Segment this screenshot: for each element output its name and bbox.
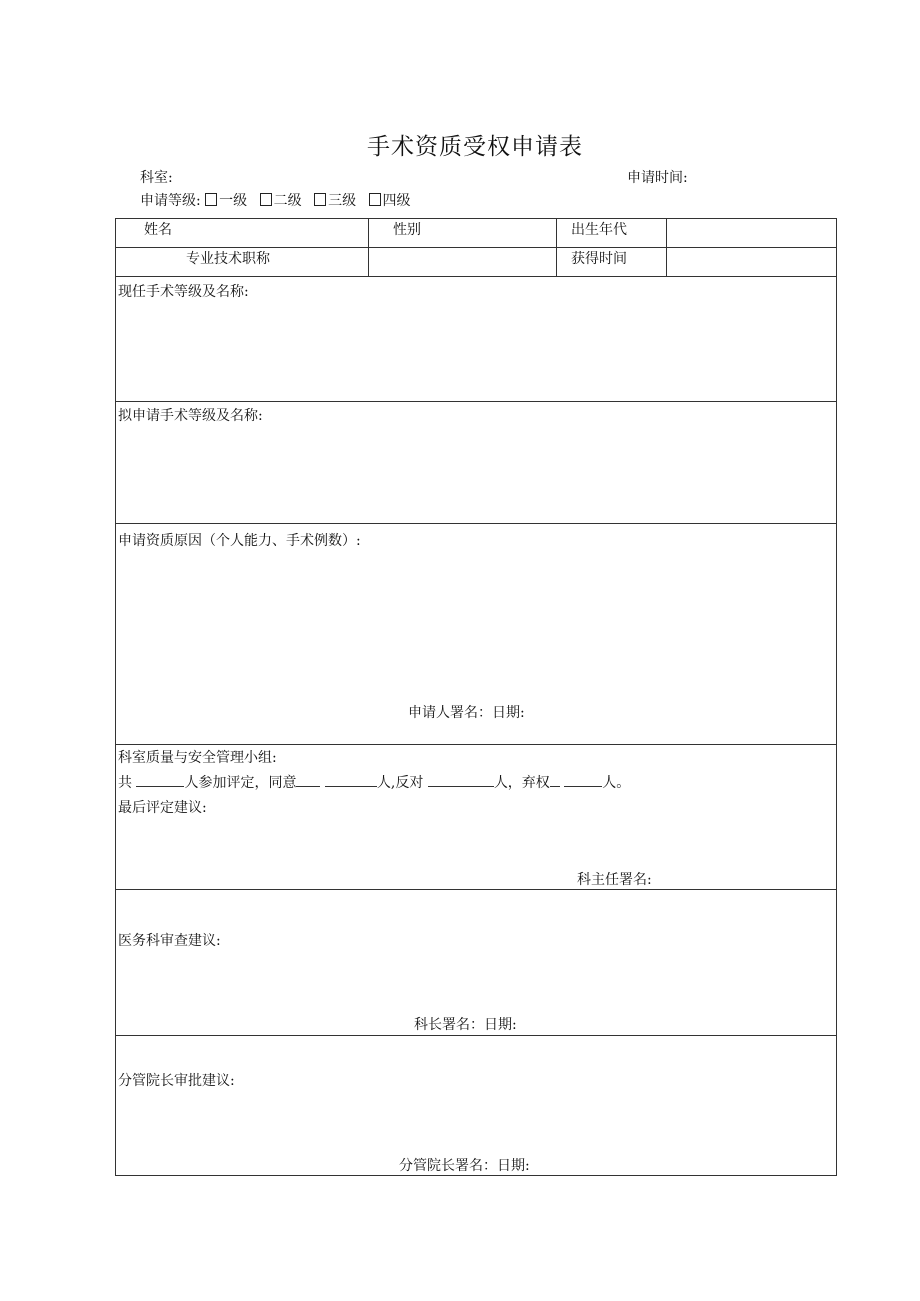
- proposed-level-label: 拟申请手术等级及名称:: [118, 408, 263, 424]
- name-label-cell: [116, 219, 369, 248]
- title-label: 专业技术职称: [186, 251, 270, 267]
- section-chief-sign-label: 科长署名：日期:: [414, 1017, 517, 1033]
- form-title: 手术资质受权申请表: [367, 134, 583, 160]
- obtain-time-label: 获得时间: [571, 251, 627, 267]
- birth-label-cell: [557, 219, 667, 248]
- vice-president-section[interactable]: [116, 1036, 837, 1176]
- proposed-level-section[interactable]: [116, 402, 837, 524]
- name-label: 姓名: [144, 222, 172, 238]
- vote-agree-blank-1[interactable]: [296, 774, 320, 787]
- title-label-cell: [116, 248, 369, 277]
- committee-section[interactable]: [116, 745, 837, 890]
- apply-time-label: 申请时间:: [627, 170, 688, 186]
- vote-agree-blank-2[interactable]: [325, 774, 377, 787]
- name-value-cell[interactable]: [369, 219, 557, 248]
- vice-president-sign-label: 分管院长署名：日期:: [399, 1158, 530, 1174]
- application-form-table: [115, 218, 837, 1176]
- reason-section[interactable]: [116, 524, 837, 745]
- level-option-4[interactable]: 四级: [369, 193, 411, 209]
- medical-dept-label: 医务科审查建议:: [118, 933, 221, 949]
- birth-value-cell[interactable]: [667, 219, 837, 248]
- current-level-label: 现任手术等级及名称:: [118, 284, 249, 300]
- level-option-3[interactable]: 三级: [314, 193, 356, 209]
- level-label: 申请等级:: [140, 193, 201, 209]
- department-label: 科室:: [140, 170, 173, 186]
- vote-abstain-blank-2[interactable]: [564, 774, 602, 787]
- director-sign-label: 科主任署名:: [577, 872, 652, 888]
- vice-president-label: 分管院长审批建议:: [118, 1073, 235, 1089]
- checkbox-icon[interactable]: [314, 193, 326, 206]
- checkbox-icon[interactable]: [260, 193, 272, 206]
- vote-abstain-blank-1[interactable]: [550, 774, 560, 787]
- level-option-2[interactable]: 二级: [260, 193, 302, 209]
- gender-label: 性别: [393, 222, 421, 238]
- obtain-time-label-cell: [557, 248, 667, 277]
- title-value-cell[interactable]: [369, 248, 557, 277]
- medical-dept-section[interactable]: [116, 890, 837, 1036]
- vote-line: 共 人参加评定，同意 人,反对 人，弃权 人。: [118, 775, 631, 791]
- vote-oppose-blank[interactable]: [428, 774, 494, 787]
- committee-label: 科室质量与安全管理小组:: [118, 750, 277, 766]
- checkbox-icon[interactable]: [205, 193, 217, 206]
- birth-label: 出生年代: [571, 222, 627, 238]
- final-suggestion-label: 最后评定建议:: [118, 800, 207, 816]
- current-level-section[interactable]: [116, 277, 837, 402]
- level-row: [140, 190, 419, 210]
- level-option-1[interactable]: 一级: [205, 193, 247, 209]
- applicant-sign-label: 申请人署名：日期:: [408, 705, 525, 721]
- reason-label: 申请资质原因（个人能力、手术例数）:: [118, 533, 361, 549]
- checkbox-icon[interactable]: [369, 193, 381, 206]
- vote-total-blank[interactable]: [136, 774, 184, 787]
- obtain-time-value-cell[interactable]: [667, 248, 837, 277]
